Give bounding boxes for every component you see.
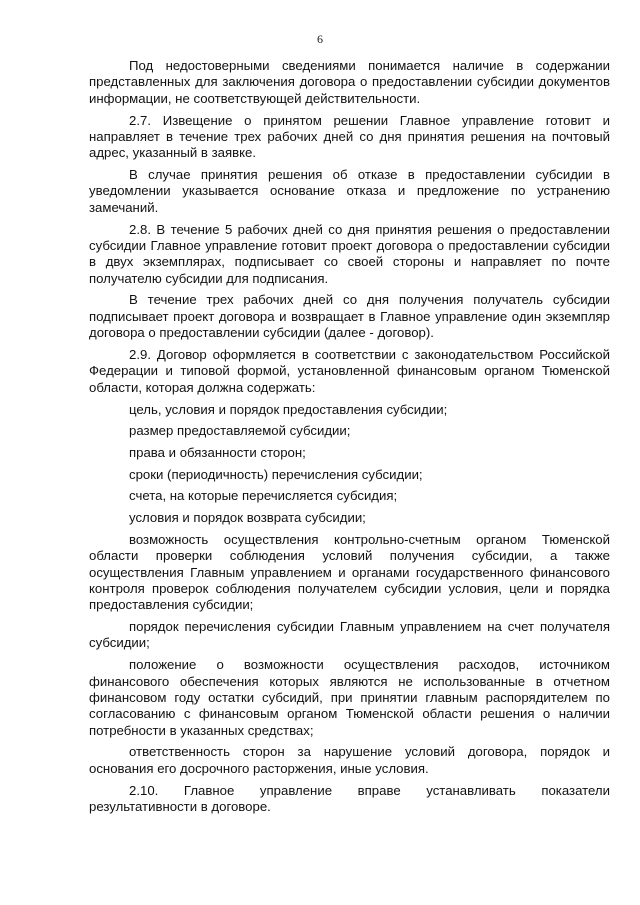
paragraph-signing-return: В течение трех рабочих дней со дня получения получатель субсидии подписывает проект договора и возвращает в Главное управление один экземпляр договора о предоставлении субсидии (далее - договор). (89, 292, 610, 341)
list-item-audit: возможность осуществления контрольно-счетным органом Тюменской области проверки соблюдения условий получения субсидии, а также осуществления Главным управлением и органами государственного финансового контроля проверок соблюдения получателем субсидии условия, цели и порядка предоставления субсидии; (89, 531, 610, 613)
list-item-liability: ответственность сторон за нарушение условий договора, порядок и основания его досрочного расторжения, иные условия. (89, 744, 610, 776)
list-item-accounts: счета, на которые перечисляется субсидия; (129, 488, 398, 504)
paragraph-refusal-notice: В случае принятия решения об отказе в предоставлении субсидии в уведомлении указывается основание отказа и предложение по устранению замечаний. (89, 167, 610, 215)
list-item-terms: сроки (периодичность) перечисления субсидии; (129, 466, 423, 482)
list-item-rights: права и обязанности сторон; (129, 444, 306, 460)
list-item-amount: размер предоставляемой субсидии; (129, 423, 351, 439)
list-item-purpose: цель, условия и порядок предоставления субсидии; (129, 401, 448, 417)
paragraph-2-10: 2.10. Главное управление вправе устанавливать показатели результативности в договоре. (89, 782, 610, 814)
paragraph-2-7: 2.7. Извещение о принятом решении Главное управление готовит и направляет в течение трех рабочих дней со дня принятия решения на почтовый адрес, указанный в заявке. (89, 112, 610, 161)
list-item-return: условия и порядок возврата субсидии; (129, 510, 366, 526)
list-item-remaining-funds: положение о возможности осуществления расходов, источником финансового обеспечения которых являются не использованные в отчетном финансовом году остатки субсидий, при принятии главным распорядителем по согласованию с финансовым органом Тюменской области решения о наличии потребности в указанных средствах; (89, 657, 610, 738)
page-number: 6 (317, 32, 323, 46)
document-body (89, 58, 610, 821)
paragraph-2-8: 2.8. В течение 5 рабочих дней со дня принятия решения о предоставлении субсидии Главное управление готовит проект договора о предоставлении субсидии в двух экземплярах, подписывает со своей стороны и направляет по почте получателю субсидии для подписания. (89, 221, 610, 286)
paragraph-2-9: 2.9. Договор оформляется в соответствии с законодательством Российской Федерации и типовой формой, установленной финансовым органом Тюменской области, которая должна содержать: (89, 346, 610, 395)
paragraph-definition-false-info: Под недостоверными сведениями понимается наличие в содержании представленных для заключения договора о предоставлении субсидии документов информации, не соответствующей действительности. (89, 58, 610, 106)
list-item-transfer: порядок перечисления субсидии Главным управлением на счет получателя субсидии; (89, 619, 610, 651)
